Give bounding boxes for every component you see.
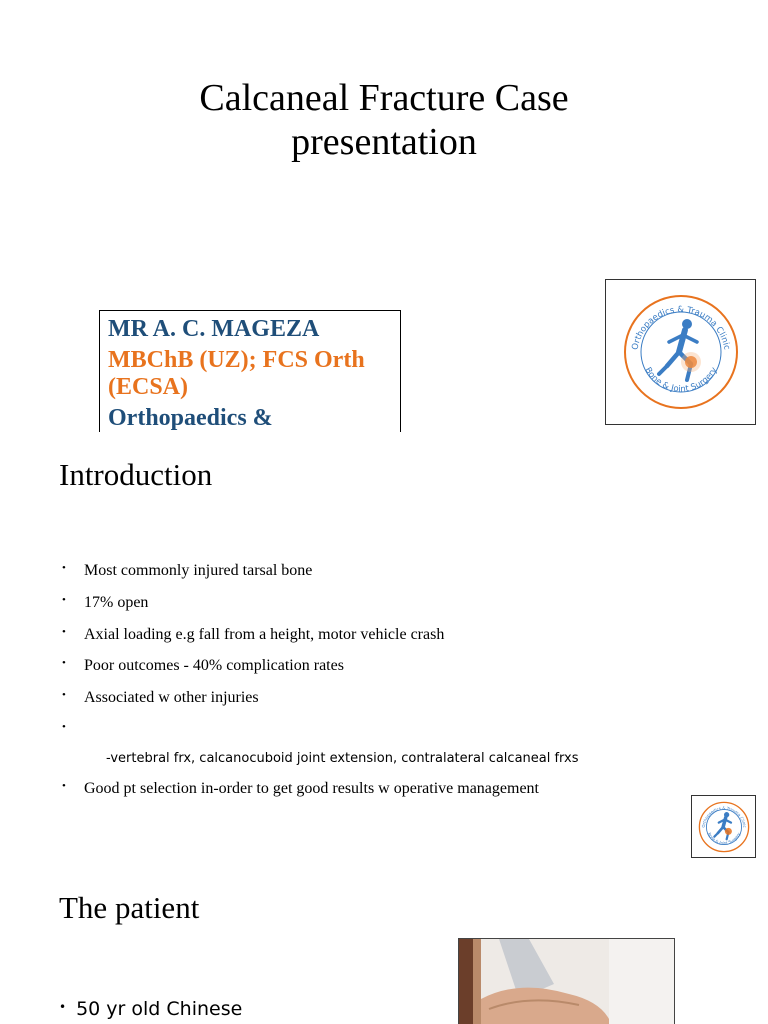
logo-top-text: Orthopaedics & Trauma Clinic	[700, 804, 747, 828]
author-department: Orthopaedics &	[108, 405, 273, 431]
list-item: • Associated w other injuries	[62, 688, 579, 720]
author-name: MR A. C. MAGEZA	[108, 316, 320, 342]
title-slide	[0, 0, 768, 432]
bullet-icon: •	[62, 625, 66, 638]
author-qualifications: MBChB (UZ); FCS Orth (ECSA)	[108, 347, 365, 400]
runner-logo-icon	[695, 798, 753, 856]
patient-heading: The patient	[59, 890, 200, 925]
list-item: • Axial loading e.g fall from a height, motor vehicle crash	[62, 625, 579, 657]
list-item: • Poor outcomes - 40% complication rates	[62, 656, 579, 688]
logo-top-text: Orthopaedics & Trauma Clinic	[629, 304, 732, 351]
list-item: • 17% open	[62, 593, 579, 625]
bullet-icon: •	[62, 779, 66, 792]
introduction-bullet-list	[62, 561, 579, 811]
title-line-2: presentation	[291, 121, 477, 163]
sub-list-item: -vertebral frx, calcanocuboid joint extension, contralateral calcaneal frxs	[106, 750, 579, 766]
author-textbox	[99, 310, 401, 432]
list-item: • Good pt selection in-order to get good results w operative management	[62, 779, 579, 811]
runner-logo-icon	[615, 286, 747, 418]
introduction-slide	[0, 440, 768, 860]
logo-bottom-text: Bone & Joint Surgery	[706, 831, 741, 845]
bullet-icon: •	[62, 593, 66, 606]
patient-photo	[458, 938, 675, 1024]
introduction-heading: Introduction	[59, 457, 213, 492]
list-item	[62, 720, 579, 740]
bullet-icon: •	[62, 689, 66, 702]
bullet-icon: •	[62, 657, 66, 670]
logo-bottom-text: Bone & Joint Surgery	[641, 365, 720, 395]
bullet-icon: •	[59, 1000, 67, 1014]
slide-title	[0, 76, 768, 164]
clinic-logo-small	[691, 795, 756, 858]
list-item: • 50 yr old Chinese	[59, 998, 243, 1020]
patient-slide	[0, 868, 768, 1024]
list-item: • Most commonly injured tarsal bone	[62, 561, 579, 593]
title-line-1: Calcaneal Fracture Case	[199, 77, 569, 119]
bullet-icon: •	[62, 720, 66, 733]
bullet-icon: •	[62, 562, 66, 574]
clinic-logo	[605, 279, 756, 425]
photo-image	[459, 939, 675, 1024]
